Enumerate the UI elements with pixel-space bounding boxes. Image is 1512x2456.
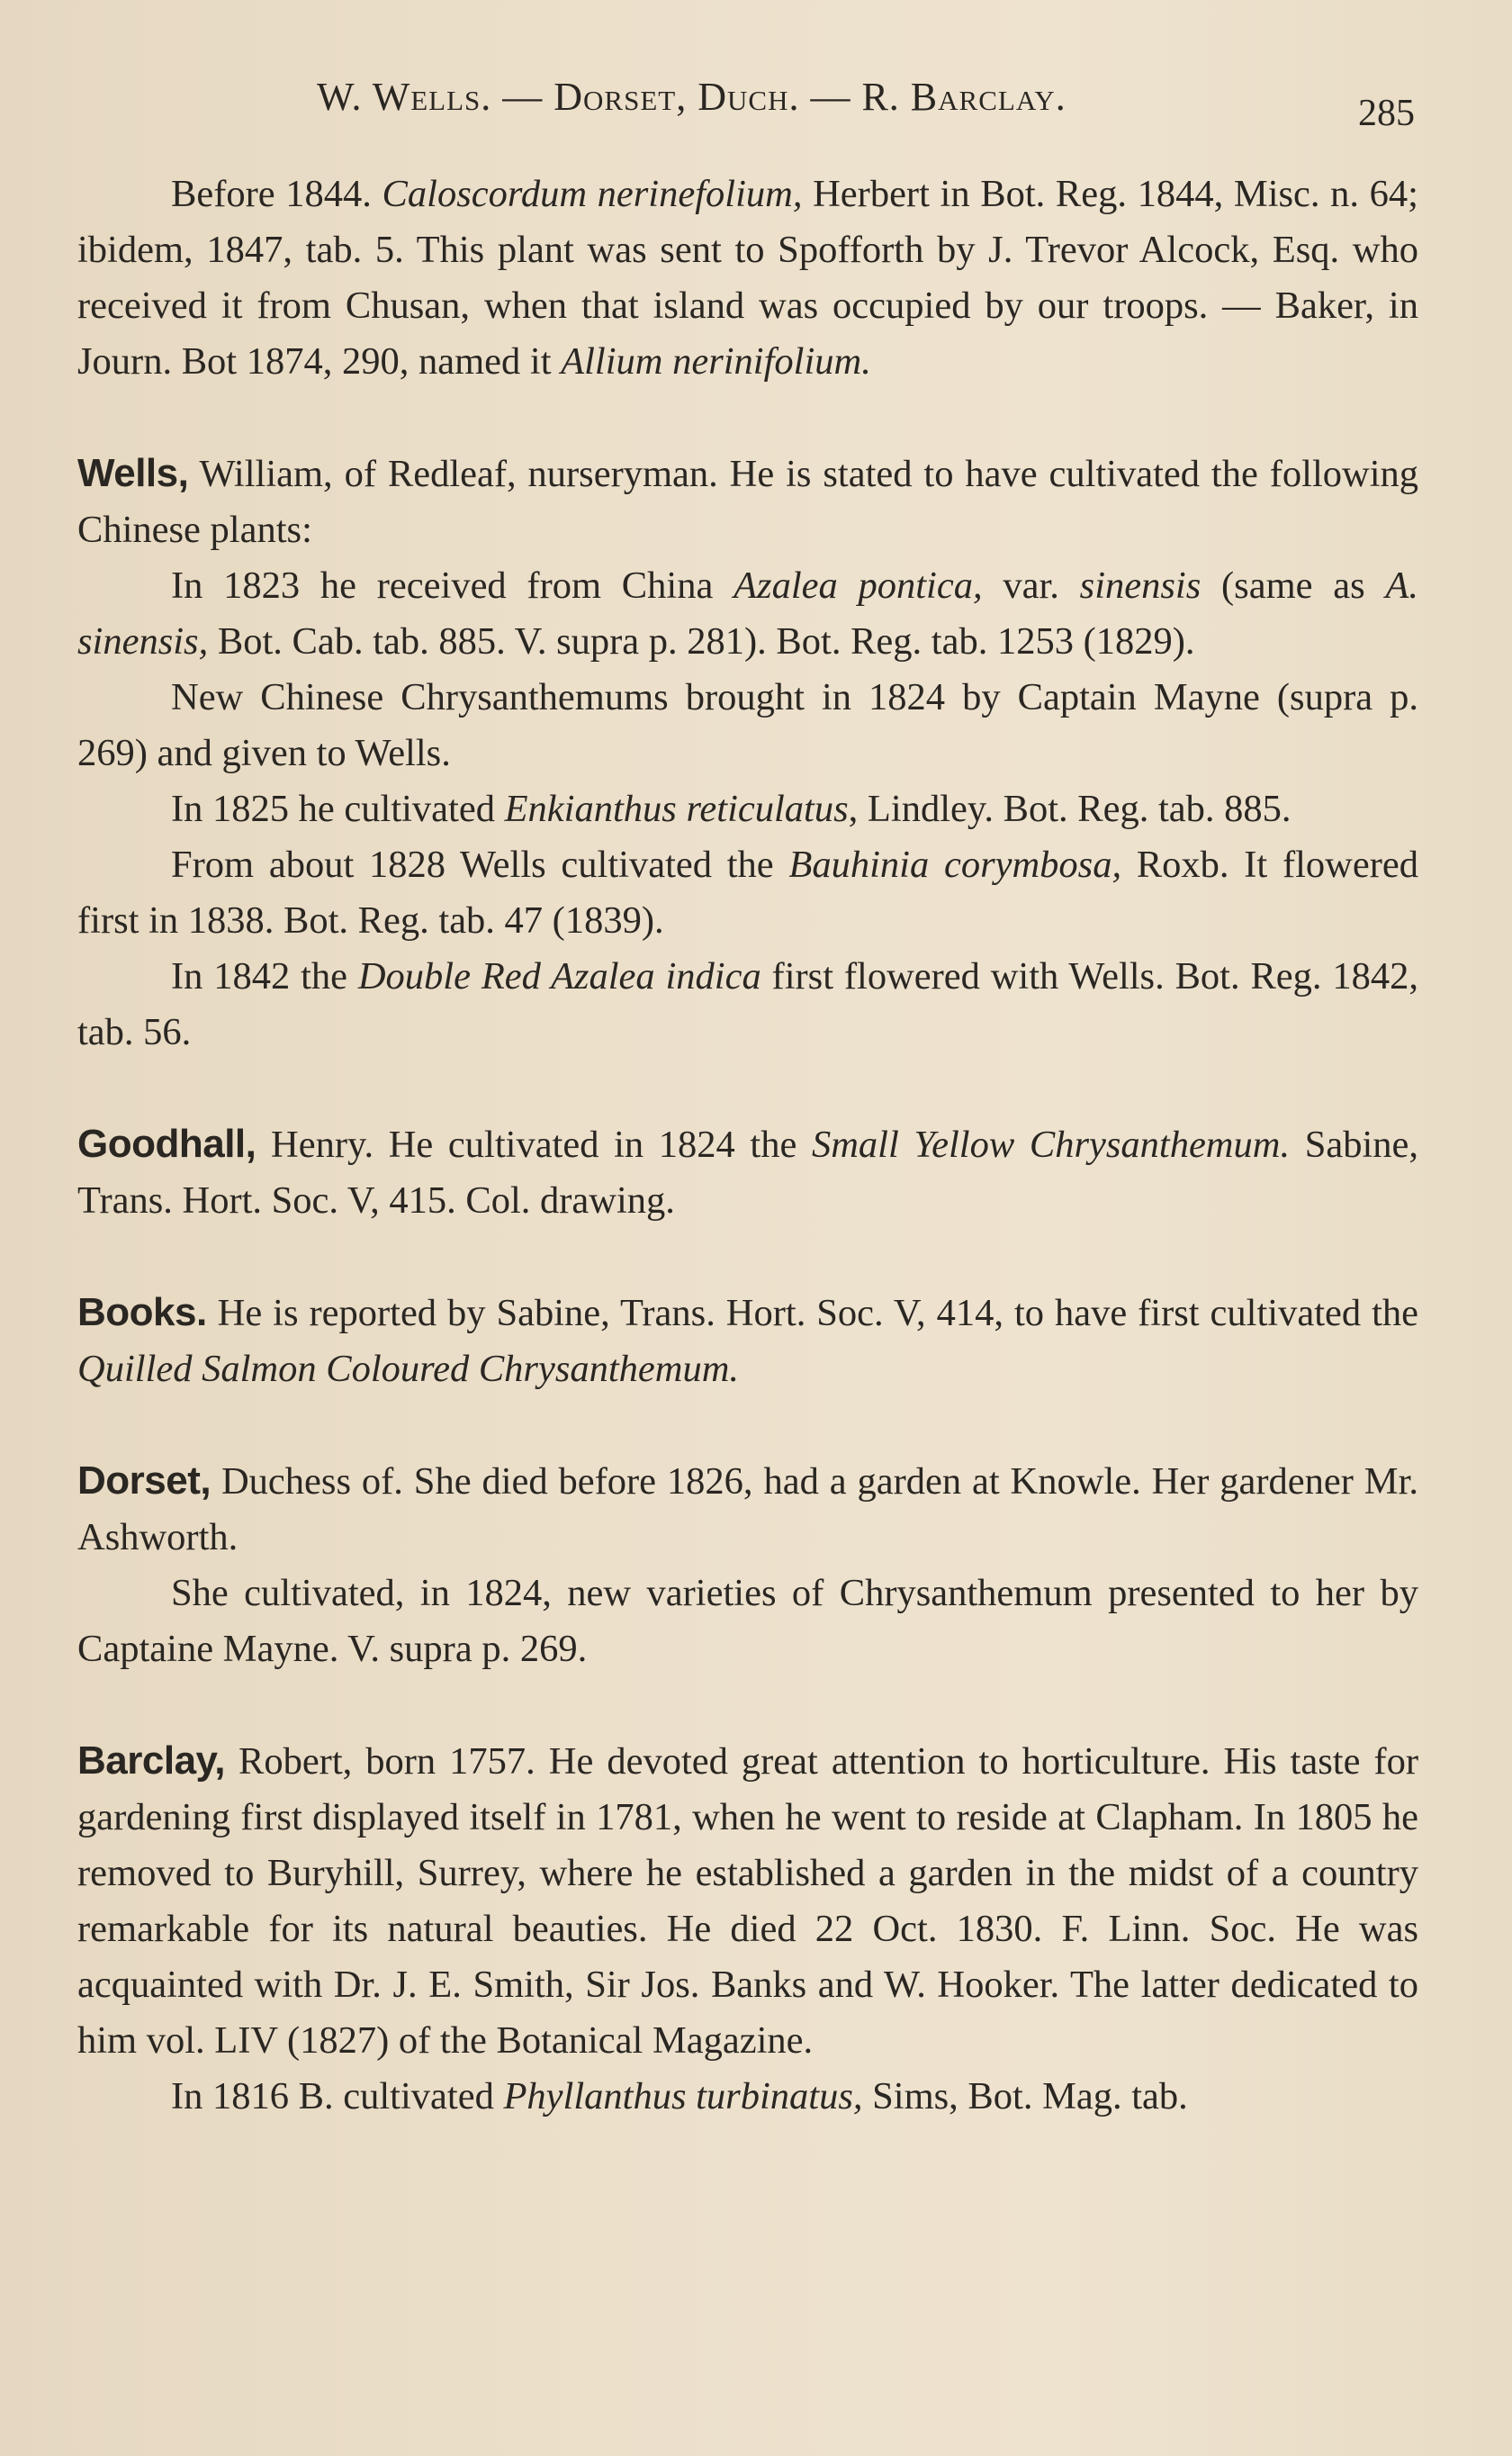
text-run: In 1825 he cultivated bbox=[171, 788, 505, 830]
italic-text: sinensis bbox=[1079, 564, 1202, 607]
page-header bbox=[0, 74, 1512, 137]
text-run: In 1816 B. cultivated bbox=[171, 2075, 504, 2117]
italic-text: Caloscordum nerinefolium, bbox=[382, 173, 803, 215]
paragraph bbox=[77, 1453, 1418, 1566]
paragraph bbox=[77, 2069, 1418, 2125]
paragraph bbox=[77, 167, 1418, 390]
text-run: Before 1844. bbox=[171, 173, 382, 215]
italic-text: Quilled Salmon Coloured Chrysanthemum. bbox=[77, 1348, 740, 1390]
text-run: Bot. Cab. tab. 885. V. supra p. 281). Bot. Reg. tab. 1253 (1829). bbox=[208, 620, 1195, 663]
text-run: In 1842 the bbox=[171, 955, 358, 998]
entry-name: Wells, bbox=[77, 451, 189, 495]
paragraph bbox=[77, 1733, 1418, 2069]
paragraph bbox=[77, 558, 1418, 670]
entry-name: Goodhall, bbox=[77, 1122, 256, 1166]
italic-text: Small Yellow Chrysanthemum. bbox=[811, 1124, 1291, 1166]
page-number: 285 bbox=[1358, 93, 1415, 134]
paragraph bbox=[77, 1285, 1418, 1397]
text-run: Robert, born 1757. He devoted great attention to horticulture. His taste for gardening first displayed itself in 1781, when he went to reside at Clapham. In 1805 he removed to Buryhill, Surrey, where he established a garden in the midst of a country remarkable for its natural beauties. He died 22 Oct. 1830. F. Linn. Soc. He was acquainted with Dr. J. E. Smith, Sir Jos. Banks and W. Hooker. The latter dedicated to him vol. LIV (1827) of the Botanical Magazine. bbox=[77, 1740, 1418, 2062]
text-run: New Chinese Chrysanthemums brought in 1824 by Captain Mayne (supra p. 269) and given to Wells. bbox=[77, 676, 1418, 774]
entry-name: Dorset, bbox=[77, 1458, 212, 1503]
body-text bbox=[77, 167, 1418, 2125]
text-run: William, of Redleaf, nurseryman. He is stated to have cultivated the following Chinese plants: bbox=[77, 453, 1418, 551]
paragraph bbox=[77, 670, 1418, 781]
text-run: Duchess of. She died before 1826, had a garden at Knowle. Her gardener Mr. Ashworth. bbox=[77, 1460, 1418, 1558]
text-run: She cultivated, in 1824, new varieties of Chrysanthemum presented to her by Captaine Mayne. V. supra p. 269. bbox=[77, 1572, 1418, 1670]
italic-text: Azalea pontica, bbox=[734, 564, 983, 607]
paragraph bbox=[77, 1116, 1418, 1229]
text-run: , Lindley. Bot. Reg. tab. 885. bbox=[848, 788, 1292, 830]
text-run: Sims, Bot. Mag. tab. bbox=[862, 2075, 1188, 2117]
text-run: first flowered with Wells. Bot. Reg. 1842, tab. 56. bbox=[77, 955, 1418, 1053]
entry-name: Barclay, bbox=[77, 1738, 225, 1783]
italic-text: Bauhinia corymbosa, bbox=[788, 844, 1122, 886]
italic-text: Allium nerinifolium. bbox=[561, 340, 871, 383]
italic-text: Double Red Azalea indica bbox=[357, 955, 761, 998]
entry-name: Books. bbox=[77, 1290, 207, 1334]
italic-text: Enkianthus reticulatus bbox=[504, 788, 849, 830]
paragraph bbox=[77, 949, 1418, 1061]
text-run: var. bbox=[982, 564, 1080, 607]
text-run: (same as bbox=[1201, 564, 1386, 607]
text-run: Henry. He cultivated in 1824 the bbox=[256, 1124, 812, 1166]
text-run: Roxb. It flowered first in 1838. Bot. Reg. tab. 47 (1839). bbox=[77, 844, 1418, 942]
text-run: From about 1828 Wells cultivated the bbox=[171, 844, 789, 886]
text-run: Herbert in Bot. Reg. 1844, Misc. n. 64; ibidem, 1847, tab. 5. This plant was sent to Spofforth by J. Trevor Alcock, Esq. who received it from Chusan, when that island was occupied by our troops. — Baker, in Journ. Bot 1874, 290, named it bbox=[77, 173, 1418, 383]
text-run: Sabine, Trans. Hort. Soc. V, 415. Col. drawing. bbox=[77, 1124, 1419, 1222]
italic-text: A. sinensis, bbox=[77, 564, 1418, 663]
paragraph bbox=[77, 781, 1418, 837]
paragraph bbox=[77, 446, 1418, 558]
text-run: In 1823 he received from China bbox=[171, 564, 734, 607]
paragraph bbox=[77, 1566, 1418, 1677]
italic-text: Phyllanthus turbinatus, bbox=[503, 2075, 863, 2117]
text-run: He is reported by Sabine, Trans. Hort. Soc. V, 414, to have first cultivated the bbox=[206, 1292, 1418, 1334]
running-head: W. Wells. — Dorset, Duch. — R. Barclay. bbox=[317, 75, 1066, 119]
paragraph bbox=[77, 837, 1418, 949]
